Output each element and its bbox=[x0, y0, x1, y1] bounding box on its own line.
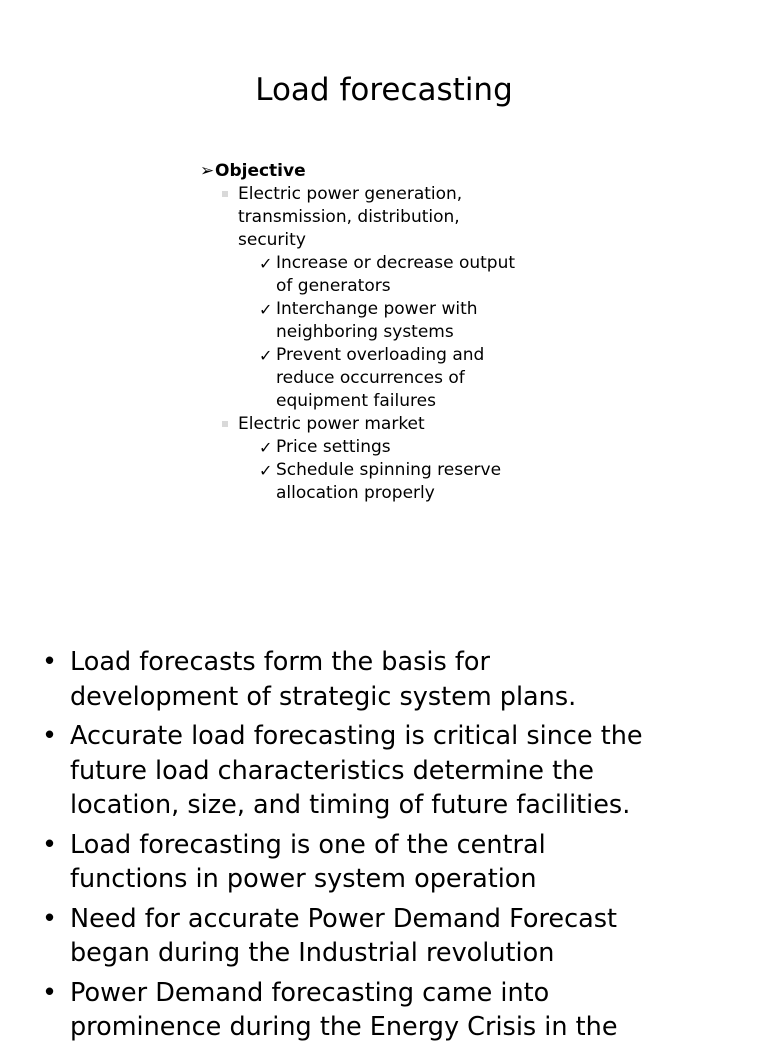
outline-item bbox=[200, 252, 560, 298]
bullet-line: future load characteristics determine the bbox=[70, 755, 594, 786]
item-text-line: Increase or decrease output bbox=[276, 253, 516, 273]
bullet-line: development of strategic system plans. bbox=[70, 681, 577, 712]
slide-title: Load forecasting bbox=[255, 72, 513, 108]
bullet-line: functions in power system operation bbox=[70, 864, 537, 894]
bullet-line: prominence during the Energy Crisis in the bbox=[70, 1012, 618, 1042]
check-icon: ✓ bbox=[259, 461, 273, 480]
check-icon: ✓ bbox=[259, 254, 273, 273]
bullet-dot-icon: • bbox=[42, 647, 58, 677]
item-text-line: Schedule spinning reserve bbox=[276, 460, 502, 480]
outline-item bbox=[200, 436, 560, 459]
section-text-line: security bbox=[238, 230, 306, 250]
objective-heading bbox=[200, 160, 560, 183]
item-text-line: Prevent overloading and bbox=[276, 345, 485, 365]
bullet-line: began during the Industrial revolution bbox=[70, 938, 555, 968]
bullet-line: location, size, and timing of future facilities. bbox=[70, 790, 631, 820]
check-icon: ✓ bbox=[259, 346, 273, 365]
bullet-line: Load forecasts form the basis for bbox=[70, 647, 490, 677]
square-bullet-icon bbox=[222, 191, 228, 197]
outline-item bbox=[200, 459, 560, 505]
bullet-dot-icon: • bbox=[42, 721, 58, 751]
check-icon: ✓ bbox=[259, 300, 273, 319]
slide2-bullet-list bbox=[42, 645, 732, 1050]
arrow-bullet-icon: ➢ bbox=[200, 161, 215, 181]
item-text-line: neighboring systems bbox=[276, 322, 454, 342]
outline-item bbox=[200, 344, 560, 413]
outline-section-generation bbox=[200, 183, 560, 252]
item-text-line: of generators bbox=[276, 276, 391, 296]
bullet-line: Accurate load forecasting is critical since the bbox=[70, 721, 643, 751]
bullet-dot-icon: • bbox=[42, 977, 58, 1008]
outline-section-market bbox=[200, 413, 560, 436]
item-text-line: reduce occurrences of bbox=[276, 368, 465, 388]
outline-item bbox=[200, 298, 560, 344]
bullet-item bbox=[42, 719, 732, 823]
bullet-item bbox=[42, 976, 732, 1045]
square-bullet-icon bbox=[222, 421, 228, 427]
bullet-line: Need for accurate Power Demand Forecast bbox=[70, 903, 617, 934]
bullet-dot-icon: • bbox=[42, 903, 58, 934]
item-text-line: equipment failures bbox=[276, 391, 436, 411]
bullet-item bbox=[42, 645, 732, 714]
check-icon: ✓ bbox=[259, 438, 273, 457]
item-text-line: Price settings bbox=[276, 437, 391, 457]
objective-label: Objective bbox=[215, 161, 306, 181]
bullet-line: Power Demand forecasting came into bbox=[70, 977, 550, 1008]
section-text-line: Electric power market bbox=[238, 414, 425, 434]
objective-outline bbox=[200, 160, 560, 505]
bullet-line: Load forecasting is one of the central bbox=[70, 829, 546, 860]
item-text-line: allocation properly bbox=[276, 483, 435, 503]
bullet-dot-icon: • bbox=[42, 829, 58, 860]
section-text-line: Electric power generation, bbox=[238, 184, 463, 204]
item-text-line: Interchange power with bbox=[276, 299, 478, 319]
bullet-item bbox=[42, 902, 732, 971]
bullet-item bbox=[42, 828, 732, 897]
section-text-line: transmission, distribution, bbox=[238, 207, 460, 227]
